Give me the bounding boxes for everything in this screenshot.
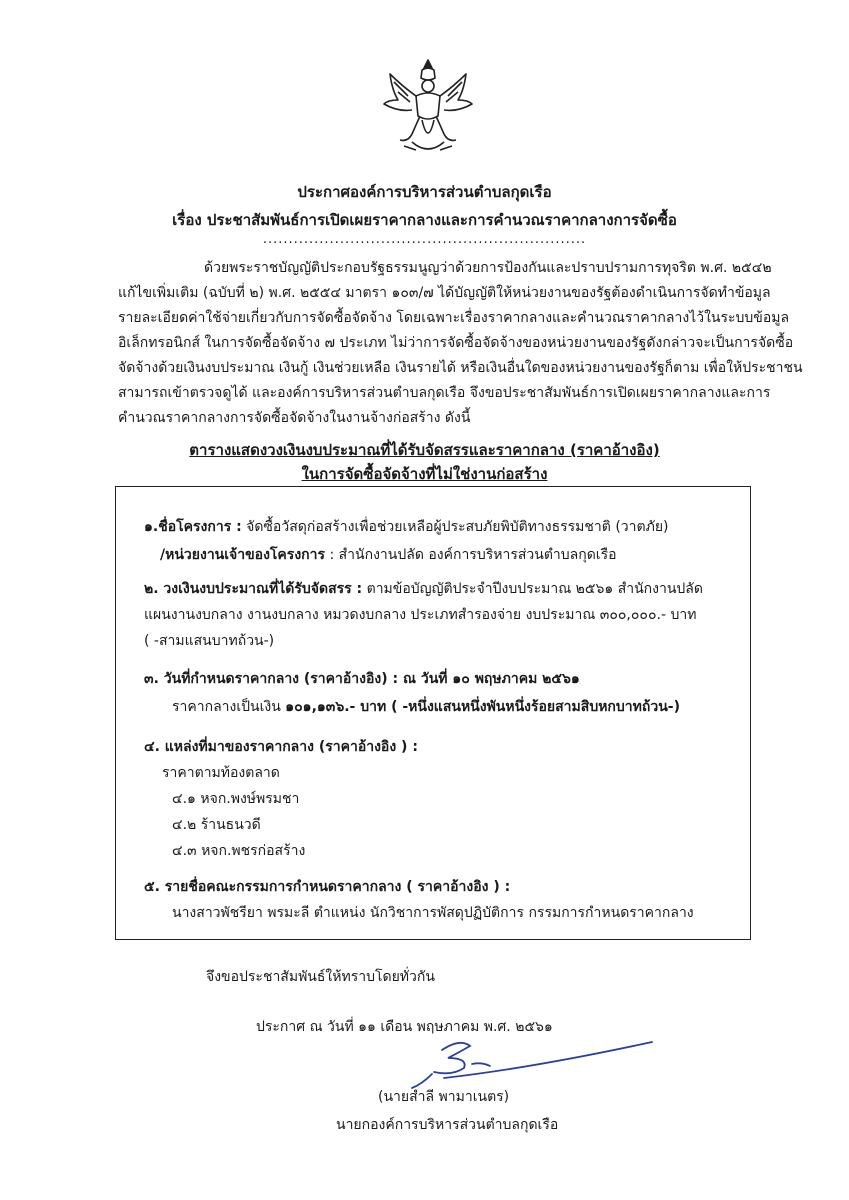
price-source-item: ๔.๓ หจก.พชรก่อสร้าง bbox=[172, 843, 306, 859]
price-source-item: ๔.๑ หจก.พงษ์พรมชา bbox=[172, 791, 300, 807]
intro-line: รายละเอียดค่าใช้จ่ายเกี่ยวกับการจัดซื้อจัดจ้าง โดยเฉพาะเรื่องราคากลางและคำนวณราคากลางไว้ในระบบข้อมูล bbox=[118, 310, 790, 326]
committee-heading: ๕. รายชื่อคณะกรรมการกำหนดราคากลาง ( ราคาอ้างอิง ) : bbox=[144, 879, 511, 895]
price-source-type: ราคาตามท้องตลาด bbox=[162, 765, 280, 781]
reference-price-label: ราคากลางเป็นเงิน bbox=[172, 699, 286, 715]
signer-name: (นายสำลี พามาเนตร) bbox=[378, 1089, 510, 1105]
reference-price-date: ๓. วันที่กำหนดราคากลาง (ราคาอ้างอิง) : ณ วันที่ ๑๐ พฤษภาคม ๒๕๖๑ bbox=[144, 671, 580, 687]
intro-line: จัดจ้างด้วยเงินงบประมาณ เงินกู้ เงินช่วยเหลือ เงินรายได้ หรือเงินอื่นใดของหน่วยงานของรัฐก็ตาม เพื่อให้ประชาชน bbox=[118, 360, 803, 376]
intro-line: แก้ไขเพิ่มเติม (ฉบับที่ ๒) พ.ศ. ๒๕๕๔ มาตรา ๑๐๓/๗ ได้บัญญัติให้หน่วยงานของรัฐต้องดำเนินการจัดทำข้อมูล bbox=[118, 285, 771, 301]
intro-line: สามารถเข้าตรวจดูได้ และองค์การบริหารส่วนตำบลกุดเรือ จึงขอประชาสัมพันธ์การเปิดเผยราคากลางและการ bbox=[118, 385, 771, 401]
reference-price-value: ๑๐๑,๑๓๖.- บาท ( -หนึ่งแสนหนึ่งพันหนึ่งร้อยสามสิบหกบาทถ้วน-) bbox=[285, 699, 681, 715]
budget-detail: แผนงานงบกลาง งานงบกลาง หมวดงบกลาง ประเภทสำรองจ่าย งบประมาณ ๓๐๐,๐๐๐.- บาท bbox=[144, 607, 697, 623]
intro-paragraph bbox=[118, 256, 808, 431]
budget-label: ๒. วงเงินงบประมาณที่ได้รับจัดสรร : bbox=[144, 581, 363, 597]
table-title-line2: ในการจัดซื้อจัดจ้างที่ไม่ใช่งานก่อสร้าง bbox=[301, 465, 548, 483]
project-name-label: ๑.ชื่อโครงการ : bbox=[144, 519, 242, 535]
project-name bbox=[144, 516, 669, 538]
budget-in-words: ( -สามแสนบาทถ้วน-) bbox=[144, 633, 275, 649]
garuda-emblem-icon bbox=[382, 56, 474, 158]
reference-price bbox=[172, 696, 680, 718]
budget-allocation bbox=[144, 578, 703, 600]
announcement-title: ประกาศองค์การบริหารส่วนตำบลกุดเรือ bbox=[297, 183, 552, 201]
announcement-subject: เรื่อง ประชาสัมพันธ์การเปิดเผยราคากลางและการคำนวณราคากลางการจัดซื้อ bbox=[172, 211, 677, 229]
project-name-value: จัดซื้อวัสดุก่อสร้างเพื่อช่วยเหลือผู้ประสบภัยพิบัติทางธรรมชาติ (วาตภัย) bbox=[241, 519, 669, 535]
intro-line: ด้วยพระราชบัญญัติประกอบรัฐธรรมนูญว่าด้วยการป้องกันและปราบปรามการทุจริต พ.ศ. ๒๕๔๒ bbox=[204, 260, 772, 276]
committee-member: นางสาวพัชรียา พรมะลี ตำแหน่ง นักวิชาการพัสดุปฏิบัติการ กรรมการกำหนดราคากลาง bbox=[172, 905, 694, 921]
intro-line: คำนวณราคากลางการจัดซื้อจัดจ้างในงานจ้างก่อสร้าง ดังนี้ bbox=[118, 410, 471, 426]
price-source-item: ๔.๒ ร้านธนวดี bbox=[172, 817, 261, 833]
title-separator: ............................................................... bbox=[262, 232, 587, 247]
budget-value: ตามข้อบัญญัติประจำปีงบประมาณ ๒๕๖๑ สำนักงานปลัด bbox=[362, 581, 703, 597]
closing-notice: จึงขอประชาสัมพันธ์ให้ทราบโดยทั่วกัน bbox=[206, 969, 435, 985]
project-agency-value: : สำนักงานปลัด องค์การบริหารส่วนตำบลกุดเรือ bbox=[325, 547, 617, 563]
project-agency bbox=[160, 544, 617, 566]
table-title-line1: ตารางแสดงวงเงินงบประมาณที่ได้รับจัดสรรและราคากลาง (ราคาอ้างอิง) bbox=[189, 441, 660, 459]
project-agency-label: /หน่วยงานเจ้าของโครงการ bbox=[160, 547, 326, 563]
intro-line: อิเล็กทรอนิกส์ ในการจัดซื้อจัดจ้าง ๗ ประเภท ไม่ว่าการจัดซื้อจัดจ้างของหน่วยงานของรัฐดังกล่าวจะเป็นการจัดซื้อ bbox=[118, 335, 794, 351]
price-source-heading: ๔. แหล่งที่มาของราคากลาง (ราคาอ้างอิง ) : bbox=[144, 739, 418, 755]
announcement-date: ประกาศ ณ วันที่ ๑๑ เดือน พฤษภาคม พ.ศ. ๒๕๖๑ bbox=[256, 1019, 553, 1035]
signer-position: นายกองค์การบริหารส่วนตำบลกุดเรือ bbox=[336, 1117, 559, 1133]
